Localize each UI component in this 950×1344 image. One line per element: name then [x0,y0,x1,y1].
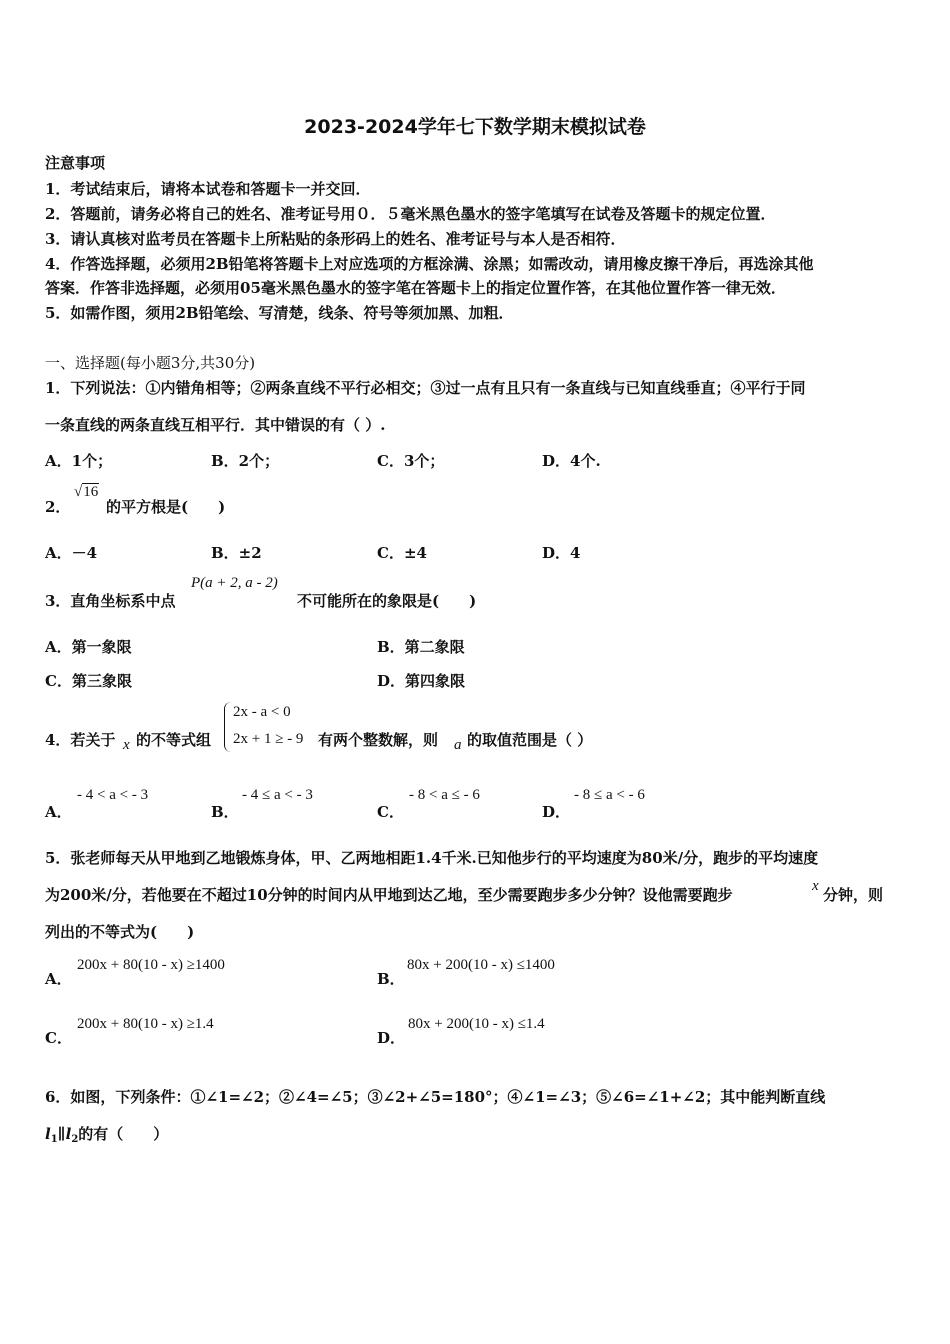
option-d-label: D． [542,803,571,821]
note-item: 答案．作答非选择题，必须用05毫米黑色墨水的签字笔在答题卡上的指定位置作答，在其他位置作答一律无效． [45,279,786,297]
option-a-label: A． [45,970,72,988]
note-item: 4．作答选择题，必须用2B铅笔将答题卡上对应选项的方框涂满、涂黑；如需改动，请用橡皮擦干净后，再选涂其他 [45,255,814,273]
question-6-line-2-text: 的有（ ） [78,1125,169,1143]
option-c: C．第三象限 [45,672,132,690]
option-b-label: B． [377,970,405,988]
question-3-post: 不可能所在的象限是( ) [297,592,477,610]
option-a-expr: 200x + 80(10 - x) ≥1400 [77,957,225,973]
option-d: D．4个. [542,452,601,470]
option-a-expr: - 4 < a < - 3 [77,787,149,803]
question-2-text: 的平方根是( ) [106,498,226,516]
radical-sign: √16 [74,484,99,500]
option-d: D．4 [542,544,581,562]
option-c: C．3个； [377,452,445,470]
question-5-line-2b: 分钟，则 [823,886,884,904]
question-1-line-1: 1．下列说法：①内错角相等；②两条直线不平行必相交；③过一点有且只有一条直线与已知直线垂直；④平行于同 [45,379,806,397]
option-b: B．±2 [211,544,262,562]
question-5-line-2a: 为200米/分，若他要在不超过10分钟的时间内从甲地到达乙地，至少需要跑步多少分钟？设他需要跑步 [45,886,733,904]
system-brace [224,702,231,752]
inequality-1: 2x - a < 0 [233,704,291,720]
option-c-label: C． [377,803,404,821]
inequality-2: 2x + 1 ≥ - 9 [233,731,304,747]
line-l2-subscript: 2 [71,1134,79,1145]
option-d-label: D． [377,1029,406,1047]
question-1-line-2: 一条直线的两条直线互相平行．其中错误的有（ ）. [45,416,386,434]
variable-a: a [454,737,462,753]
line-l1: l [45,1125,51,1143]
question-2-number: 2． [45,498,71,516]
option-a: A．－4 [45,544,98,562]
line-l2: l [65,1125,72,1143]
sqrt-expression [74,484,99,501]
question-6-line-1: 6．如图，下列条件：①∠1=∠2；②∠4=∠5；③∠2+∠5=180°；④∠1=∠3；⑤∠6=∠1+∠2；其中能判断直线 [45,1088,826,1106]
note-item: 1．考试结束后，请将本试卷和答题卡一并交回． [45,180,371,198]
point-expression: P(a + 2, a - 2) [191,575,278,591]
exam-title: 2023-2024学年七下数学期末模拟试卷 [304,116,646,138]
question-4-post-1: 有两个整数解，则 [318,731,439,749]
option-d-expr: 80x + 200(10 - x) ≤1.4 [408,1016,545,1032]
question-6-line-2 [45,1123,168,1145]
option-b-expr: - 4 ≤ a < - 3 [242,787,313,803]
option-d: D．第四象限 [377,672,466,690]
option-c-label: C． [45,1029,72,1047]
question-4-pre: 4．若关于 [45,731,116,749]
line-l1-subscript: 1 [50,1134,58,1145]
question-4-mid: 的不等式组 [136,731,212,749]
option-a-label: A． [45,803,72,821]
option-b: B．2个； [211,452,280,470]
question-3-pre: 3．直角坐标系中点 [45,592,176,610]
note-item: 5．如需作图，须用2B铅笔绘、写清楚，线条、符号等须加黑、加粗． [45,304,514,322]
question-5-line-3: 列出的不等式为( ) [45,923,195,941]
notes-heading: 注意事项 [45,154,106,172]
variable-x: x [123,737,130,753]
option-c-expr: - 8 < a ≤ - 6 [409,787,480,803]
parallel-symbol: ∥ [57,1125,66,1143]
option-d-expr: - 8 ≤ a < - 6 [574,787,645,803]
option-c: C．±4 [377,544,427,562]
section-heading: 一、选择题(每小题3分,共30分) [45,354,256,372]
radicand: 16 [83,484,99,500]
variable-x: x [812,878,819,894]
option-c-expr: 200x + 80(10 - x) ≥1.4 [77,1016,214,1032]
option-b: B．第二象限 [377,638,465,656]
question-5-line-1: 5．张老师每天从甲地到乙地锻炼身体，甲、乙两地相距1.4千米.已知他步行的平均速度为80米/分，跑步的平均速度 [45,849,819,867]
option-b-expr: 80x + 200(10 - x) ≤1400 [407,957,555,973]
note-item: 2．答题前，请务必将自己的姓名、准考证号用０．５毫米黑色墨水的签字笔填写在试卷及答题卡的规定位置． [45,205,776,223]
option-a: A．1个； [45,452,113,470]
question-4-post-2: 的取值范围是（ ） [467,731,593,749]
option-b-label: B． [211,803,239,821]
note-item: 3．请认真核对监考员在答题卡上所粘贴的条形码上的姓名、准考证号与本人是否相符． [45,230,626,248]
option-a: A．第一象限 [45,638,132,656]
